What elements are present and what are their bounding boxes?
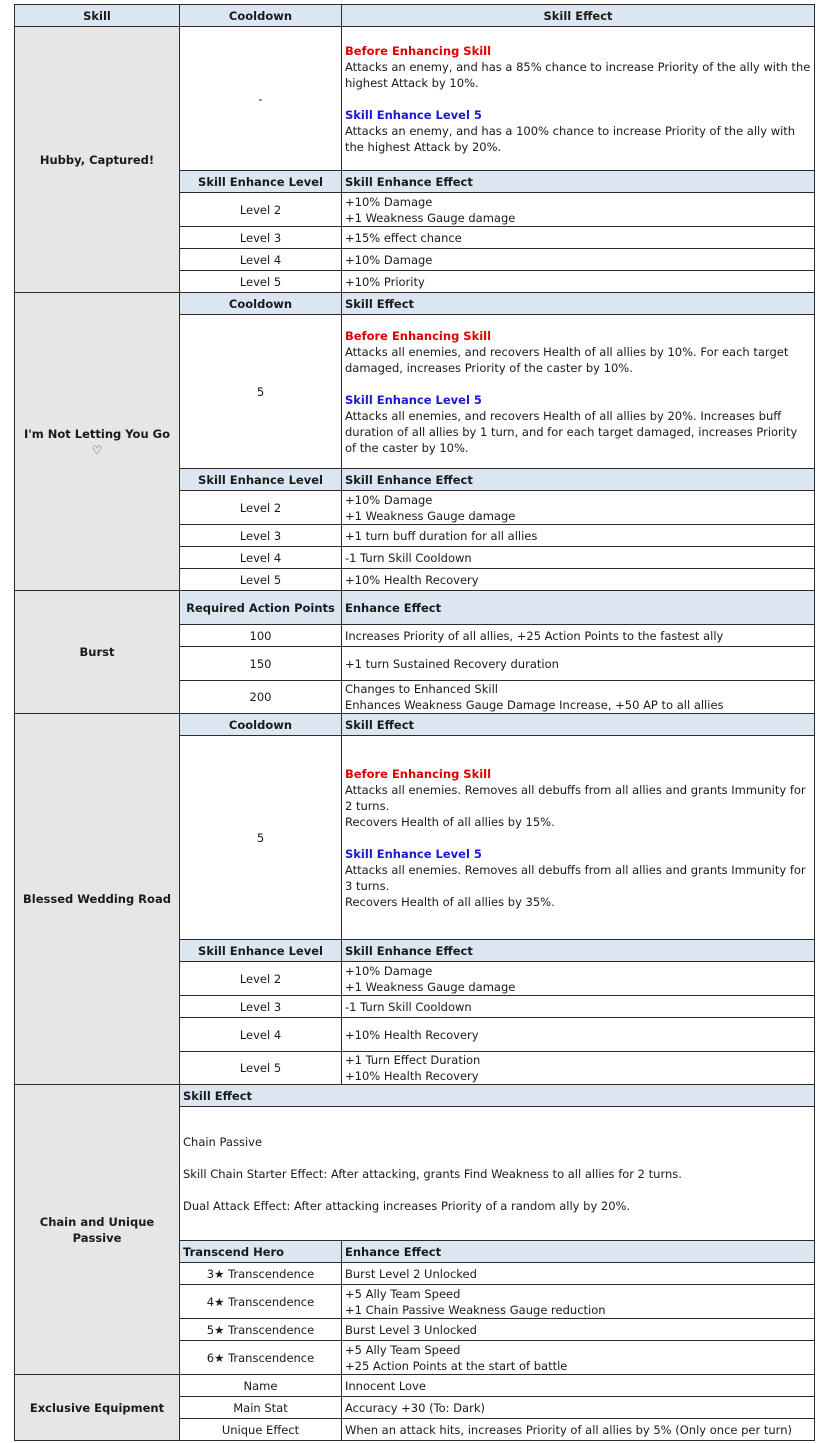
- burst-effect: +1 turn Sustained Recovery duration: [342, 647, 815, 681]
- level-label: Level 5: [180, 271, 342, 293]
- transcend-level: 4★ Transcendence: [180, 1285, 342, 1319]
- level-effect: +10% Health Recovery: [342, 1018, 815, 1052]
- level-label: Level 3: [180, 996, 342, 1018]
- effect-line: +10% Health Recovery: [345, 1069, 479, 1083]
- transcend-effect: Burst Level 2 Unlocked: [342, 1263, 815, 1285]
- before-enhancing-label: Before Enhancing Skill: [345, 766, 492, 781]
- level-label: Level 2: [180, 491, 342, 525]
- cooldown-value: -: [180, 27, 342, 171]
- burst-effect: Increases Priority of all allies, +25 Action Points to the fastest ally: [342, 625, 815, 647]
- transcend-level: 3★ Transcendence: [180, 1263, 342, 1285]
- level-effect: +10% Damage: [342, 249, 815, 271]
- transcend-effect: [342, 1285, 815, 1319]
- cooldown-header: Cooldown: [180, 293, 342, 315]
- equip-label: Main Stat: [180, 1397, 342, 1419]
- enhance-effect-header: Enhance Effect: [342, 591, 815, 625]
- enhance-level-5-label: Skill Enhance Level 5: [345, 846, 482, 861]
- level-label: Level 3: [180, 227, 342, 249]
- enhance-level-header: Skill Enhance Level: [180, 940, 342, 962]
- transcend-effect: Burst Level 3 Unlocked: [342, 1319, 815, 1341]
- burst-effect: [342, 681, 815, 714]
- effect-line: Changes to Enhanced Skill: [345, 682, 498, 696]
- enhance-effect-header: Skill Enhance Effect: [342, 469, 815, 491]
- level-5-description: Attacks all enemies. Removes all debuffs from all allies and grants Immunity for 3 turns.: [345, 862, 806, 893]
- effect-line: +25 Action Points at the start of battle: [345, 1358, 568, 1373]
- effect-line: +5 Ally Team Speed: [345, 1286, 461, 1301]
- equip-label: Name: [180, 1375, 342, 1397]
- skill-name: Chain and Unique Passive: [15, 1085, 180, 1375]
- skill-table: [14, 4, 815, 1441]
- required-ap-header: Required Action Points: [180, 591, 342, 625]
- skill-effect-header: Skill Effect: [180, 1085, 815, 1107]
- level-effect: [342, 491, 815, 525]
- chain-effect-cell: [180, 1107, 815, 1241]
- effect-line: +10% Damage: [345, 492, 433, 507]
- enhance-level-5-label: Skill Enhance Level 5: [345, 392, 482, 407]
- skill-effect-header: Skill Effect: [342, 293, 815, 315]
- level-label: Level 5: [180, 1052, 342, 1085]
- level-label: Level 2: [180, 193, 342, 227]
- before-description: Recovers Health of all allies by 15%.: [345, 814, 555, 829]
- effect-line: +1 Turn Effect Duration: [345, 1053, 481, 1067]
- dual-attack-effect: Dual Attack Effect: After attacking increases Priority of a random ally by 20%.: [183, 1198, 631, 1213]
- skill-name: Exclusive Equipment: [15, 1375, 180, 1441]
- transcend-effect: [342, 1341, 815, 1375]
- transcend-level: 5★ Transcendence: [180, 1319, 342, 1341]
- effect-line: +5 Ally Team Speed: [345, 1342, 461, 1357]
- skill-name: Blessed Wedding Road: [15, 714, 180, 1085]
- level-effect: +15% effect chance: [342, 227, 815, 249]
- transcend-level: 6★ Transcendence: [180, 1341, 342, 1375]
- before-description: Attacks an enemy, and has a 85% chance to increase Priority of the ally with the highest Attack by 10%.: [345, 59, 811, 90]
- enhance-effect-header: Skill Enhance Effect: [342, 171, 815, 193]
- level-effect: +10% Health Recovery: [342, 569, 815, 591]
- before-enhancing-label: Before Enhancing Skill: [345, 43, 492, 58]
- before-description: Attacks all enemies. Removes all debuffs from all allies and grants Immunity for 2 turns.: [345, 782, 806, 813]
- level-label: Level 4: [180, 547, 342, 569]
- level-label: Level 4: [180, 1018, 342, 1052]
- level-5-description: Recovers Health of all allies by 35%.: [345, 894, 555, 909]
- ap-value: 100: [180, 625, 342, 647]
- header-skill: Skill: [15, 5, 180, 27]
- level-5-description: Attacks all enemies, and recovers Health of all allies by 20%. Increases buff duration of all allies by 1 turn, and for each target damaged, increases Priority of the caster by 10%.: [345, 408, 798, 455]
- effect-line: Enhances Weakness Gauge Damage Increase, +50 AP to all allies: [345, 698, 724, 712]
- equip-value: Innocent Love: [342, 1375, 815, 1397]
- ap-value: 200: [180, 681, 342, 714]
- level-label: Level 3: [180, 525, 342, 547]
- cooldown-value: 5: [180, 315, 342, 469]
- effect-line: +1 Weakness Gauge damage: [345, 508, 516, 523]
- effect-line: +1 Weakness Gauge damage: [345, 210, 516, 225]
- level-effect: [342, 962, 815, 996]
- chain-passive-label: Chain Passive: [183, 1134, 263, 1149]
- table-header-row: [15, 5, 815, 27]
- cooldown-header: Cooldown: [180, 714, 342, 736]
- equip-value: When an attack hits, increases Priority of all allies by 5% (Only once per turn): [342, 1419, 815, 1441]
- level-5-description: Attacks an enemy, and has a 100% chance to increase Priority of the ally with the highest Attack by 20%.: [345, 123, 796, 154]
- enhance-effect-header: Skill Enhance Effect: [342, 940, 815, 962]
- header-cooldown: Cooldown: [180, 5, 342, 27]
- level-effect: [342, 1052, 815, 1085]
- level-label: Level 5: [180, 569, 342, 591]
- transcend-hero-header: Transcend Hero: [180, 1241, 342, 1263]
- enhance-effect-header: Enhance Effect: [342, 1241, 815, 1263]
- equip-value: Accuracy +30 (To: Dark): [342, 1397, 815, 1419]
- level-effect: +1 turn buff duration for all allies: [342, 525, 815, 547]
- level-effect: -1 Turn Skill Cooldown: [342, 547, 815, 569]
- skill-effect-header: Skill Effect: [342, 714, 815, 736]
- level-effect: -1 Turn Skill Cooldown: [342, 996, 815, 1018]
- level-effect: [342, 193, 815, 227]
- skill-effect-cell: [342, 736, 815, 940]
- skill-name: Hubby, Captured!: [15, 27, 180, 293]
- before-enhancing-label: Before Enhancing Skill: [345, 328, 492, 343]
- enhance-level-5-label: Skill Enhance Level 5: [345, 107, 482, 122]
- level-effect: +10% Priority: [342, 271, 815, 293]
- equip-label: Unique Effect: [180, 1419, 342, 1441]
- effect-line: +10% Damage: [345, 963, 433, 978]
- level-label: Level 2: [180, 962, 342, 996]
- skill-name: I'm Not Letting You Go ♡: [15, 293, 180, 591]
- header-effect: Skill Effect: [342, 5, 815, 27]
- effect-line: +10% Damage: [345, 194, 433, 209]
- chain-starter-effect: Skill Chain Starter Effect: After attacking, grants Find Weakness to all allies for 2 turns.: [183, 1166, 682, 1181]
- skill-effect-cell: [342, 27, 815, 171]
- before-description: Attacks all enemies, and recovers Health of all allies by 10%. For each target damaged, increases Priority of the caster by 10%.: [345, 344, 789, 375]
- ap-value: 150: [180, 647, 342, 681]
- effect-line: +1 Weakness Gauge damage: [345, 979, 516, 994]
- enhance-level-header: Skill Enhance Level: [180, 469, 342, 491]
- effect-line: +1 Chain Passive Weakness Gauge reduction: [345, 1302, 606, 1317]
- enhance-level-header: Skill Enhance Level: [180, 171, 342, 193]
- cooldown-value: 5: [180, 736, 342, 940]
- skill-effect-cell: [342, 315, 815, 469]
- level-label: Level 4: [180, 249, 342, 271]
- skill-name: Burst: [15, 591, 180, 714]
